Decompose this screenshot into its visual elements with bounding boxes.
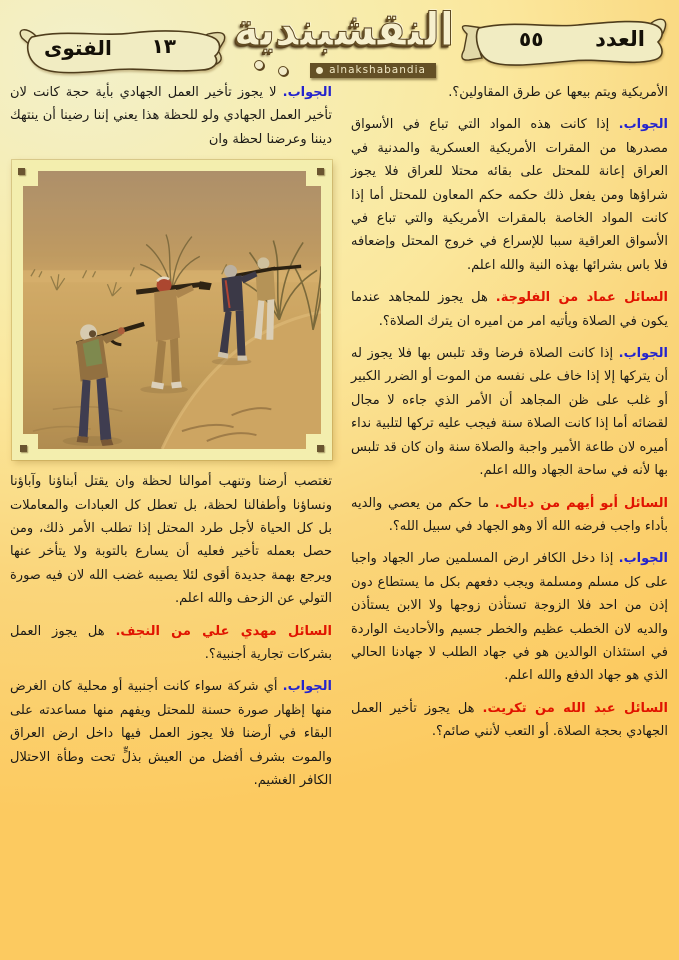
answer-label: الجواب. xyxy=(618,346,668,362)
frame-corner-square-icon xyxy=(317,445,324,452)
answer-paragraph xyxy=(351,547,668,687)
photo-frame xyxy=(12,160,332,460)
publication-logo xyxy=(233,2,454,80)
question-label: السائل عماد من الفلوجة. xyxy=(495,290,669,306)
frame-corner-square-icon xyxy=(317,168,324,175)
answer-text: أي شركة سواء كانت أجنبية أو محلية كان الغرض منها إظهار صورة حسنة للمحتل ويفهم منها مساعدته على البقاء في أرضنا فلا يجوز العمل فيها داخل ارض العراق والموت بشرف أفضل من العيش بذلٍّ تحت وطأة الاحتلال الكافر الغشيم. xyxy=(10,679,332,789)
question-text: هل يجوز تأخير العمل الجهادي بحجة الصلاة. أو التعب لأنني صائم؟. xyxy=(351,700,668,740)
question-paragraph xyxy=(10,620,332,667)
section-ribbon xyxy=(12,21,236,75)
body-text: تغتصب أرضنا وتنهب أموالنا لحظة وان يقتل أبناؤنا وآباؤنا ونساؤنا وأطفالنا لحظة، بل تعطل كل العبادات والمعاملات بل كل الحياة لأجل طرد المحتل إذا تطلب الأمر ذلك، ومن حصل بعمله تأخير فعليه أن يسارع بالتوبة ولا يتأخر عنها ويرجع بهمة جديدة أقوى لئلا يصيبه غضب الله لان فيه صورة التولي عن الزحف والله اعلم. xyxy=(10,474,332,607)
logo-arabic-calligraphy: النقشبندية xyxy=(233,2,454,56)
logo-dot-icon xyxy=(278,66,288,76)
right-text-column xyxy=(351,81,668,753)
issue-number: ٥٥ xyxy=(519,27,544,51)
sandstorm-haze-overlay xyxy=(23,171,321,449)
answer-paragraph xyxy=(351,342,668,482)
lead-line xyxy=(351,81,668,104)
question-label: السائل عبد الله من تكريت. xyxy=(482,700,668,716)
answer-label: الجواب. xyxy=(618,117,668,133)
frame-corner-square-icon xyxy=(20,445,27,452)
answer-paragraph xyxy=(10,81,332,151)
photo-corner-notch xyxy=(23,171,38,186)
logo-dot-icon xyxy=(316,67,323,74)
section-title: الفتوى xyxy=(44,36,112,60)
answer-text: إذا كانت الصلاة فرضا وقد تلبس بها فلا يجوز له أن يتركها إلا إذا خاف على نفسه من الموت أو الضرر الكبير أو غلب على ظن المجاهد أن الأمر الذي جاءه لا مجال لقضائه أما إذا كانت الصلاة سنة فيجب عليه تركها لتلبية نداء أميره لان طاعة الأمير واجبة والصلاة سنة وان كان قد تلبس بها لأنه في ساحة الجهاد والله اعلم. xyxy=(351,346,668,479)
frame-corner-square-icon xyxy=(18,168,25,175)
question-label: السائل مهدي علي من النجف. xyxy=(115,623,332,639)
question-paragraph xyxy=(351,492,668,539)
logo-latin-badge xyxy=(310,63,436,78)
page-number: ١٣ xyxy=(151,34,176,58)
question-paragraph xyxy=(351,697,668,744)
logo-dot-icon xyxy=(254,60,264,70)
logo-latin-text: alnakshabandia xyxy=(329,64,426,76)
question-text: ما حكم من يعصي والديه بأداء واجب فرضه الله ألا وهو الجهاد في سبيل الله؟. xyxy=(351,495,668,534)
question-paragraph xyxy=(351,286,668,333)
answer-label: الجواب. xyxy=(282,85,332,100)
answer-text: لا يجوز تأخير العمل الجهادي بأية حجة كانت لان تأخير العمل الجهادي ولو للحظة هذا يعني إننا رضينا أن ينتهك ديننا وعرضنا لحظة وان xyxy=(10,85,332,147)
question-text: هل يجوز للمجاهد عندما يكون في الصلاة ويأتيه امر من اميره ان يترك الصلاة؟. xyxy=(351,290,668,329)
issue-label: العدد xyxy=(595,27,645,51)
desert-fighters-photo xyxy=(23,171,321,449)
lead-line-text: الأمريكية ويتم بيعها عن طرق المقاولين؟. xyxy=(448,85,668,100)
answer-label: الجواب. xyxy=(282,679,332,695)
answer-paragraph xyxy=(10,675,332,792)
photo-illustration xyxy=(23,171,321,449)
question-text: هل يجوز العمل بشركات تجارية أجنبية؟. xyxy=(10,623,332,663)
question-label: السائل أبو أيهم من ديالى. xyxy=(494,495,668,511)
answer-paragraph xyxy=(351,113,668,277)
left-text-column xyxy=(10,81,332,802)
issue-ribbon xyxy=(453,14,669,68)
continuation-paragraph xyxy=(10,470,332,610)
answer-text: إذا دخل الكافر ارض المسلمين صار الجهاد واجبا على كل مسلم ومسلمة ويجب دفعهم بكل ما يستطاع دون إذن من احد فلا الزوجة تستأذن زوجها ولا الابن يستأذن والديه لان الخطب عظيم والخطر جسيم والأحاديث الواردة في استئذان الوالدين هو في جهاد الطلب لا جهادنا الحالي الذي هو جهاد الدفع والله اعلم. xyxy=(351,551,668,684)
answer-text: إذا كانت هذه المواد التي تباع في الأسواق مصدرها من المقرات الأمريكية العسكرية والمدنية في العراق إعانة للمحتل على بقائه محتلا للعراق فلا يجوز شراؤها ومن يفعل ذلك حكمه حكم المعاون للمحتل أما إذا كانت المواد الخاصة بالمقرات الأمريكية والتي تباع في الأسواق العراقية سببا للإسراع في خروج المحتل وإضعافه فلا باس بشرائها بهذه النية والله اعلم. xyxy=(351,117,668,273)
answer-label: الجواب. xyxy=(618,551,668,567)
